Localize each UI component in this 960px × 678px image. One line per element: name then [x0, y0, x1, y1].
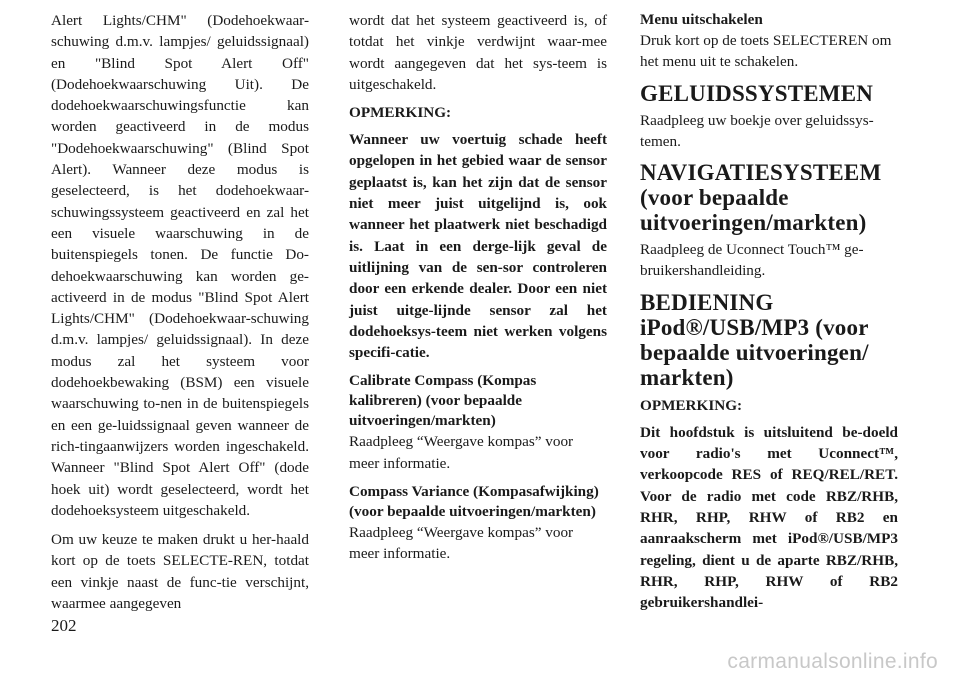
note-label: OPMERKING: [640, 396, 743, 414]
navigation-text: Raadpleeg de Uconnect Touch™ ge-bruikershandleiding. [640, 241, 864, 280]
column-right [640, 10, 898, 621]
navigation-heading-line1: NAVIGATIESYSTEEM [640, 160, 882, 186]
sound-systems-text: Raadpleeg uw boekje over geluidssys-temen. [640, 111, 874, 150]
page-number: 202 [51, 616, 77, 635]
note-text: Dit hoofdstuk is uitsluitend be-doeld voor radio's met Uconnect™, verkoopcode RES of REQ/REL/RET. Voor de radio met code RBZ/RHB, RHR, RHP, RHW of RB2 en aanraakscherm met iPod®/USB/MP3 regeling, dient u de aparte RBZ/RHB, RHR, RHP, RHW of RB2 gebruikershandlei- [640, 423, 898, 612]
compass-variance-heading: Compass Variance (Kompasafwijking) (voor bepaalde uitvoeringen/markten) [349, 483, 599, 521]
body-paragraph: Alert Lights/CHM" (Dodehoekwaar-schuwing d.m.v. lampjes/ geluidssignaal) en "Blind Spot Alert Off" (Dodehoekwaarschuwing Uit). De dodehoekwaarschuwingsfunctie kan worden geactiveerd in de modus "Dodehoekwaarschuwing" (Blind Spot Alert). Wanneer deze modus is geselecteerd, is het dodehoekwaar-schuwingssysteem geactiveerd en zal het een visuele waarschuwing in de buitenspiegels tonen. De functie Do-dehoekwaarschuwing kan worden ge-activeerd in de modus "Blind Spot Alert Lights/CHM" (Dodehoekwaar-schuwing d.m.v. lampjes/ geluidssignaal). In deze modus zal het systeem voor dodehoekbewaking (BSM) een visuele waarschuwing to-nen in de buitenspiegels en een ge-luidssignaal geven wanneer de rich-tingaanwijzers worden ingeschakeld. Wanneer "Blind Spot Alert Off" (dode hoek uit) wordt geselecteerd, wordt het dodehoeksysteem uitgeschakeld. [51, 12, 309, 519]
watermark: carmanualsonline.info [727, 650, 938, 673]
menu-off-heading: Menu uitschakelen [640, 11, 763, 28]
calibrate-compass-heading: Calibrate Compass (Kompas kalibreren) (voor bepaalde uitvoeringen/markten) [349, 372, 537, 430]
menu-off-text: Druk kort op de toets SELECTEREN om het menu uit te schakelen. [640, 32, 892, 71]
column-middle [349, 10, 607, 573]
compass-variance-text: Raadpleeg “Weergave kompas” voor meer informatie. [349, 524, 574, 563]
column-left [51, 10, 309, 622]
navigation-heading [640, 160, 898, 235]
sound-systems-heading: GELUIDSSYSTEMEN [640, 80, 874, 106]
calibrate-compass-text: Raadpleeg “Weergave kompas” voor meer informatie. [349, 433, 574, 472]
note-text: Wanneer uw voertuig schade heeft opgelopen in het gebied waar de sensor geplaatst is, kan het zijn dat de sensor niet meer juist uitgelijnd is, ook wanneer het plaatwerk niet beschadigd is. Laat in een derge-lijk geval de uitlijning van de sen-sor controleren door een erkende dealer. Door een niet juist uitge-lijnde sensor zal het dodehoeksys-teem niet werken volgens specifi-catie. [349, 131, 607, 362]
body-paragraph: wordt dat het systeem geactiveerd is, of totdat het vinkje verdwijnt waar-mee wordt aangegeven dat het sys-teem is uitgeschakeld. [349, 12, 607, 93]
ipod-heading-line2: iPod®/USB/MP3 (voor bepaalde uitvoeringen/ markten) [640, 314, 869, 390]
ipod-heading-line1: BEDIENING [640, 289, 774, 315]
ipod-heading [640, 290, 898, 390]
note-label: OPMERKING: [349, 104, 452, 122]
navigation-heading-line2: (voor bepaalde uitvoeringen/markten) [640, 185, 867, 236]
body-paragraph: Om uw keuze te maken drukt u her-haald kort op de toets SELECTE-REN, totdat een vinkje naast de func-tie verschijnt, waarmee aangegeven [51, 531, 309, 613]
